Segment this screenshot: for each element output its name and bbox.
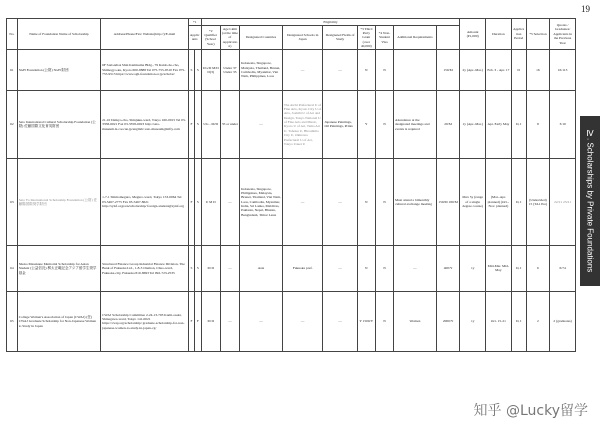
row-selection: D, I (511, 291, 526, 351)
row-selection: D, I (511, 90, 526, 158)
row-qualifier: UG - M/D (201, 90, 220, 158)
row-nonstudent: N (375, 158, 393, 245)
col-third: *3 Third Party Grant (over 40,000) (357, 26, 375, 50)
row-duration: 1y (460, 245, 486, 291)
col-fields: Designated Fields of Study (323, 26, 357, 50)
table-row (7, 291, 576, 351)
row-countries: — (240, 291, 283, 351)
row-schools: — (282, 291, 323, 351)
row-nonstudent: N (375, 245, 393, 291)
table-row (7, 245, 576, 291)
row-duration: 1y (Apr.-Mar.) (460, 90, 486, 158)
row-duration: Max 5y (range of a single degree course) (460, 158, 486, 245)
row-fields: — (323, 291, 357, 351)
row-name: Shoko Masakane Memorial Scholarship for Asian Student (公益信託) 桝太正範記念アジア留学生奨学基金 (17, 245, 100, 291)
row-countries: Asia (240, 245, 283, 291)
row-third: N (357, 49, 375, 90)
scholarship-table (6, 18, 576, 352)
row-schools: Fukuoka pref. (282, 245, 323, 291)
table-row (7, 158, 576, 245)
row-period: Apr. Early May (486, 90, 512, 158)
row-age: — (220, 291, 239, 351)
col-age: Age Limit (at the time of Application) (221, 26, 238, 48)
row-contact: 16/113 (550, 49, 576, 90)
row-requirements: Attendance at the designated meetings and events is required (394, 90, 437, 158)
row-app1: S (188, 49, 194, 90)
row-duration: 1y (460, 291, 486, 351)
row-nonstudent: N (375, 90, 393, 158)
row-requirements: Women (394, 291, 437, 351)
row-quota: 16 (526, 49, 550, 90)
row-name: Sato International Cultural Scholarship Foundation (公財) 佐藤国際文化育英財団 (17, 90, 100, 158)
col-extra (436, 26, 460, 50)
row-amount: 400/Y (436, 245, 460, 291)
col-no: No. (7, 19, 18, 50)
row-amount: 2000/Y (436, 291, 460, 351)
row-third: N (357, 245, 375, 291)
row-amount: 150/M 180/M (436, 158, 460, 245)
row-fields: — (323, 49, 357, 90)
row-app1: S (188, 245, 194, 291)
row-duration: 2y (Apr.-Mar.) (460, 49, 486, 90)
col-eligibility: Eligibility (201, 19, 460, 26)
row-quota: 6 (526, 245, 550, 291)
row-app2: S (195, 158, 201, 245)
row-quota: 8 (526, 90, 550, 158)
row-schools: — (282, 158, 323, 245)
row-address: 1-7-1 Shimomeguro, Meguro-ward, Tokyo 153-0064 Tel 03-5467-2775 Fax 03-5467-8621 http://syisf.or.jp/en/scholarship/ foreign-student@syisf.org (101, 158, 189, 245)
row-address: Structured Finance Group Industrial Finance Division, The Bank of Fukuoka Ltd., 1-8-3 Otemon, Chuo-ward, Fukuoka-city, Fukuoka 810-8693 Tel 092-723-2535 (101, 245, 189, 291)
row-requirements (394, 49, 437, 90)
row-schools: The Aichi Prefectural U of Fine Arts, Kyoto City U of Arts, Joshibi U of Art and Design, Tokyo National U of Fine Arts and Music, Kyoto U of Art, Tama Art U, Tohoku U, Hiroshima City U, Okinawa Prefectural U of Art, Tokyo Zokei U (282, 90, 323, 158)
row-name: SGH Foundation (公財) SGH 財団 (17, 49, 100, 90)
col-name: Name of Foundation Name of Scholarship (17, 19, 100, 50)
col-mark: *1 (188, 19, 201, 26)
col-schools: Designated Schools in Japan (282, 26, 323, 50)
row-fields: — (323, 245, 357, 291)
row-requirements: — (394, 245, 437, 291)
col-amount: Amount (¥1,000) (460, 19, 486, 50)
row-qualifier: M D (201, 291, 220, 351)
row-no: 64 (7, 245, 18, 291)
row-qualifier: UG/D M/D D(3) (201, 49, 220, 90)
row-countries: Indonesia, Singapore, Malaysia, Thailand, Brunei, Cambodia, Myanmar, Viet Nam, Philippines, Laos (240, 49, 283, 90)
row-quota: 2 (526, 291, 550, 351)
row-app1: F (188, 291, 194, 351)
row-amount: 20/M (436, 90, 460, 158)
row-qualifier: M D (201, 245, 220, 291)
table-row (7, 49, 576, 90)
row-selection: D (511, 49, 526, 90)
row-app1: F (188, 158, 194, 245)
col-countries: Designated Countries (240, 26, 283, 50)
col-qualifier: *2 Qualifier (School Year) (201, 26, 220, 50)
col-address: Address/Phone/Fax/ Website(http://)/E-mail (101, 19, 189, 50)
row-address: 6F SAGAKA Shin Kamisama Bldg., 79 Kaido-ho-cho, Shimogyo-ku, Kyoto 600-8888 Tel 075-755-9510 Fax 075-755-9513 https://www.sgh-foundation.or.jp/scholar/ (101, 49, 189, 90)
col-requirements: Additional Requirements (394, 26, 437, 50)
table-row (7, 90, 576, 158)
header-row-top (7, 19, 576, 26)
row-no: 63 (7, 158, 18, 245)
row-quota: (Undecided) 15 (TA1 Pre) (526, 158, 550, 245)
col-quota: Quotas (556, 23, 567, 27)
row-schools: — (282, 49, 323, 90)
row-age: — (220, 158, 239, 245)
row-no: 62 (7, 90, 18, 158)
row-app2: F (195, 291, 201, 351)
row-selection: D, I (511, 245, 526, 291)
row-age: — (220, 245, 239, 291)
row-contact: 3/10 (550, 90, 576, 158)
row-selection: D, I (511, 158, 526, 245)
row-period: (Mar.-Apr. planned) (Oct.-Nov. planned) (486, 158, 512, 245)
row-countries: — (240, 90, 283, 158)
row-no: 61 (7, 49, 18, 90)
col-applicants: Applicants (188, 26, 201, 50)
col-period: Application Period (511, 19, 526, 50)
col-nonstudent: *4 Non-Student Visa (375, 26, 393, 50)
row-no: 65 (7, 291, 18, 351)
row-fields: — (323, 158, 357, 245)
row-contact: 2 (graduates) (550, 291, 576, 351)
row-app2: S (195, 49, 201, 90)
row-qualifier: U M D (201, 158, 220, 245)
row-fields: Japanese Paintings, Oil Paintings, Prints (323, 90, 357, 158)
row-nonstudent: N (375, 291, 393, 351)
row-amount: 150/M (436, 49, 460, 90)
row-period: Oct. 15-21 (486, 291, 512, 351)
col-duration: Duration (486, 19, 512, 50)
row-requirements: Must attend a bimonthly cultural exchange meeting (394, 158, 437, 245)
row-app2: S (195, 90, 201, 158)
row-age: 35 or under (220, 90, 239, 158)
page-number: 19 (581, 4, 590, 14)
row-contact: 6/74 (550, 245, 576, 291)
row-nonstudent: N (375, 49, 393, 90)
row-third: Y 1500/Y (357, 291, 375, 351)
row-name: College Women's Association of Japan (CWAJ) (任) CWAJ Graduate Scholarship for Non-Japanese Women to Study in Japan (17, 291, 100, 351)
row-app2: S (195, 245, 201, 291)
watermark: 知乎 @Lucky留学 (473, 403, 588, 419)
side-tab-label: Ⅳ. Scholarships by Private Foundations (585, 129, 595, 273)
row-countries: Indonesia, Singapore, Philippines, Malaysia, Brunei, Thailand, Viet Nam, Laos, Cambodia, Myanmar, India, Sri Lanka, Maldives, Pakistan, Nepal, Bhutan, Bangladesh, Timor Leste (240, 158, 283, 245)
row-third: N (357, 158, 375, 245)
row-third: Y (357, 90, 375, 158)
col-quota-contact: Quotas / Graduates/ Applicants in the Previous Year (550, 19, 576, 50)
row-name: Sato Yo International Scholarship Foundation (公財) 佐藤陽国際奨学財団 (17, 158, 100, 245)
row-contact: 22/21 23/21 (550, 158, 576, 245)
section-side-tab (580, 116, 600, 286)
col-contact: Graduates/ Applicants in the Previous Year (553, 27, 572, 45)
col-selection: *5 Selection (526, 19, 550, 50)
row-app1: F (188, 90, 194, 158)
row-age: Under 37 Under 35 (220, 49, 239, 90)
row-address: 21-10 Daikyo-cho, Shinjuku-ward, Tokyo 160-0015 Tel 03-3358-6021 Fax 03-3358-6023 http://sato-museum.la.coocan.jp/english/ sato-museum@nifty.com (101, 90, 189, 158)
row-period: Mid-Mar. Mid-May (486, 245, 512, 291)
row-period: Feb. 3 - Apr. 17 (486, 49, 512, 90)
row-address: CWAJ Scholarship Committee 2-24-13-703 Kami-osaki, Shinagawa-ward, Tokyo 141-0021 https://cwaj.org/scholarship/ graduate-scholarship-for-non-japanese-women-to-study-in-japan-cg/ (101, 291, 189, 351)
